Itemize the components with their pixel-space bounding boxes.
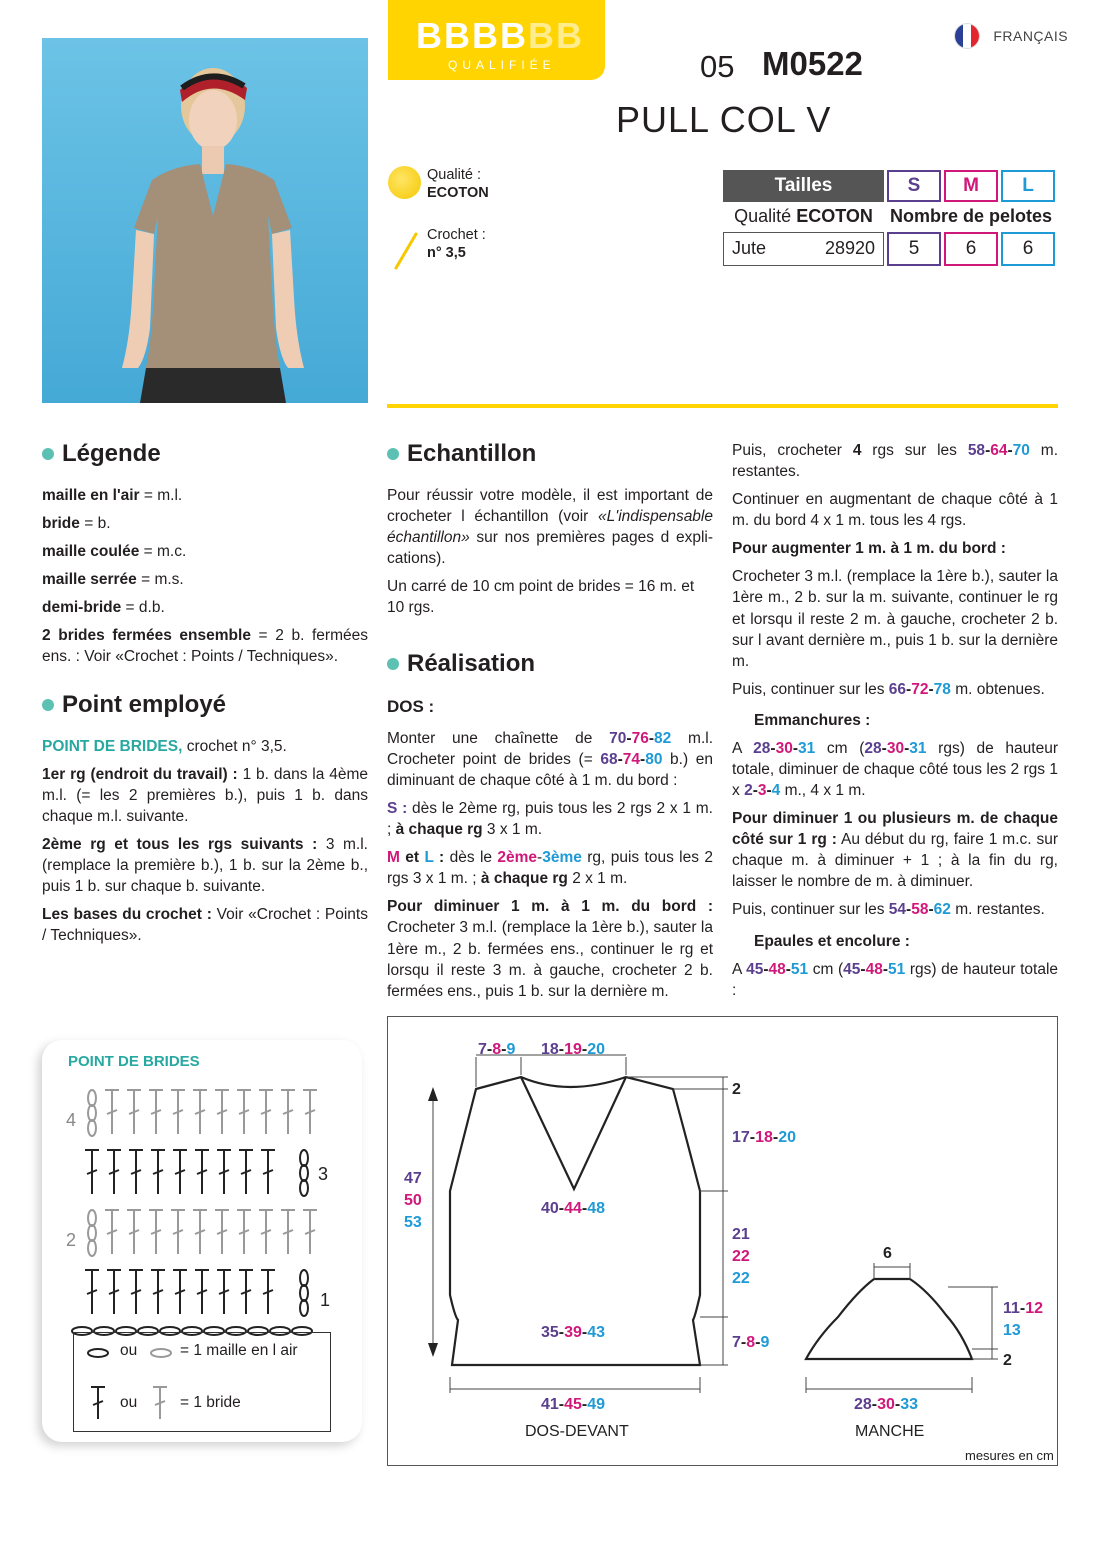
yarn-ball-icon <box>388 166 421 199</box>
row-label-3: 3 <box>318 1164 329 1184</box>
decrease-text: Pour diminuer 1 m. à 1 m. du bord : Crocheter 3 m.l. (remplace la 1ère b.), sauter la 1ère m., 2 b. fermées ens., continuer le rg et lorsqu il reste 3 m. à gauche, crocheter 2 b. fermées ens., puis 1 b. sur la dernière m. <box>387 898 713 1000</box>
epaules-text: A 45-48-51 cm (45-48-51 rgs) de hauteur totale : <box>732 960 1059 999</box>
treble-stitch-icon <box>88 1385 108 1421</box>
size-s-text: S : dès le 2ème rg, puis tous les 2 rgs 2 x 1 m. ; à chaque rg 3 x 1 m. <box>387 800 713 839</box>
echantillon-gauge: Un carré de 10 cm point de brides = 16 m. et 10 rgs. <box>387 577 695 617</box>
svg-text:7-8-9: 7-8-9 <box>478 1041 516 1058</box>
svg-text:6: 6 <box>883 1245 892 1262</box>
legend-item: maille coulée = m.c. <box>42 542 187 560</box>
point-name: POINT DE BRIDES, crochet n° 3,5. <box>42 737 287 755</box>
language-label: FRANÇAIS <box>993 27 1069 44</box>
svg-text:28-30-33: 28-30-33 <box>854 1396 919 1413</box>
legend-item: 2 brides fermées ensemble = 2 b. fermées ens. : Voir «Crochet : Points / Techniques». <box>42 627 368 666</box>
size-l: L <box>1001 170 1055 202</box>
svg-text:7-8-9: 7-8-9 <box>732 1334 770 1351</box>
increase-detail: Crocheter 3 m.l. (remplace la 1ère b.), sauter la 1ère m., 2 b. sur la m. suivante, continuer le rg et lorsqu il reste 2 m. à gauche, crocheter 2 b. sur l avant dernière m., puis 1 b. sur la dernière m. <box>732 568 1058 670</box>
balls-label: Nombre de pelotes <box>889 206 1053 227</box>
schematic-svg <box>388 1017 1059 1467</box>
chain-symbol <box>300 1180 308 1196</box>
legend-item: demi-bride = d.b. <box>42 598 165 616</box>
row-2: 2ème rg et tous les rgs suivants : 3 m.l. (remplace la première b.), 1 b. sur la 2ème b., puis 1 b. sur chaque b. suivante. <box>42 836 368 896</box>
legend-chain-text: = 1 maille en l air <box>180 1342 298 1359</box>
dos-heading: DOS : <box>387 696 435 716</box>
stitch-chart <box>42 1040 362 1442</box>
svg-text:17-18-20: 17-18-20 <box>732 1129 797 1146</box>
column-left <box>42 438 368 954</box>
stitch-grid <box>42 1080 362 1340</box>
svg-text:11-12: 11-12 <box>1003 1300 1044 1317</box>
sizes-header: Tailles <box>723 170 884 202</box>
svg-text:2: 2 <box>1003 1352 1012 1369</box>
treble-stitch-grey-icon <box>150 1385 170 1421</box>
increase-title: Pour augmenter 1 m. à 1 m. du bord : <box>732 540 1006 558</box>
chain-symbol <box>88 1240 96 1256</box>
row-1: 1er rg (endroit du travail) : 1 b. dans la 4ème m.l. (= les 2 premières b.), puis 1 b. dans chaque m.l. suivante. <box>42 765 369 826</box>
legend-or-2: ou <box>120 1394 138 1411</box>
model-photo <box>42 38 368 403</box>
row-label-2: 2 <box>66 1230 77 1250</box>
legend-or: ou <box>120 1342 138 1359</box>
emmanchures-title: Emmanchures : <box>754 711 871 729</box>
page-title: PULL COL V <box>616 99 832 140</box>
neckline <box>521 1077 626 1189</box>
rows-text: Puis, crocheter 4 rgs sur les 58-64-70 m. restantes. <box>732 442 1058 481</box>
svg-text:41-45-49: 41-45-49 <box>541 1396 606 1413</box>
size-m: M <box>944 170 998 202</box>
legend-item: maille en l'air = m.l. <box>42 486 183 504</box>
column-right <box>732 440 1058 1008</box>
emmanchures-text: A 28-30-31 cm (28-30-31 rgs) de hauteur totale, diminuer de chaque côté tous les 2 rgs 1 x 2-3-4 m., 4 x 1 m. <box>732 739 1058 800</box>
legend-treble-text: = 1 bride <box>180 1394 241 1411</box>
point-heading: Point employé <box>42 689 368 722</box>
epaules-title: Epaules et encolure : <box>754 932 910 950</box>
size-s: S <box>887 170 941 202</box>
chart-legend <box>73 1332 331 1432</box>
decrease-multi-text: Pour diminuer 1 ou plusieurs m. de chaque côté sur 1 rg : Au début du rg, faire 1 m.c. sur chaque m. à diminuer + 1 ; à la fin du rg, laisser le nombre de m. à diminuer. <box>732 810 1058 891</box>
chain-symbol <box>300 1150 308 1166</box>
chain-symbol <box>300 1285 308 1301</box>
schematic-diagram <box>387 1016 1058 1466</box>
language-selector[interactable] <box>955 24 1068 48</box>
chain-symbol <box>88 1120 96 1136</box>
unit-note: mesures en cm <box>965 1448 1054 1463</box>
svg-text:35-39-43: 35-39-43 <box>541 1324 606 1341</box>
crochet-hook-icon <box>392 230 422 270</box>
sleeve-outline <box>806 1279 972 1359</box>
chain-stitch-grey-icon <box>148 1343 178 1363</box>
realisation-heading: Réalisation <box>387 648 713 681</box>
model-reference: M0522 <box>762 45 863 82</box>
svg-text:18-19-20: 18-19-20 <box>541 1041 606 1058</box>
label-back-front: DOS-DEVANT <box>525 1423 629 1440</box>
label-top-2: 2 <box>732 1081 741 1098</box>
increase-text: Continuer en augmentant de chaque côté à 1 m. du bord 4 x 1 m. tous les 4 rgs. <box>732 491 1058 530</box>
size-ml-text: M et L : dès le 2ème-3ème rg, puis tous les 2 rgs 3 x 1 m. ; à chaque rg 2 x 1 m. <box>387 849 713 888</box>
balls-m: 6 <box>944 232 998 266</box>
svg-text:13: 13 <box>1003 1322 1021 1339</box>
legend-item: bride = b. <box>42 514 111 532</box>
svg-text:53: 53 <box>404 1214 422 1231</box>
chain-symbol <box>88 1210 96 1226</box>
label-sleeve: MANCHE <box>855 1423 925 1440</box>
remaining-text: Puis, continuer sur les 54-58-62 m. restantes. <box>732 901 1045 919</box>
svg-text:50: 50 <box>404 1192 422 1209</box>
svg-text:47: 47 <box>404 1170 422 1187</box>
echantillon-heading: Echantillon <box>387 438 713 471</box>
row-label-1: 1 <box>320 1290 331 1310</box>
chain-symbol <box>300 1300 308 1316</box>
legend-item: maille serrée = m.s. <box>42 570 184 588</box>
svg-text:40-44-48: 40-44-48 <box>541 1200 606 1217</box>
quality-info: Qualité : ECOTON <box>427 167 489 202</box>
french-flag-icon <box>955 24 979 48</box>
svg-text:22: 22 <box>732 1270 750 1287</box>
sizes-table <box>720 170 1058 266</box>
chain-symbol <box>300 1165 308 1181</box>
body-outline <box>450 1077 700 1365</box>
chart-title: POINT DE BRIDES <box>68 1053 200 1070</box>
column-middle <box>387 438 713 1009</box>
svg-text:21: 21 <box>732 1226 750 1243</box>
chain-symbol <box>88 1105 96 1121</box>
legende-heading: Légende <box>42 438 368 471</box>
qualification-badge: BBBBBB QUALIFIÉE <box>388 0 605 80</box>
hook-info: Crochet : n° 3,5 <box>427 227 486 262</box>
bases: Les bases du crochet : Voir «Crochet : Points / Techniques». <box>42 906 368 945</box>
chain-symbol <box>88 1225 96 1241</box>
row-label-4: 4 <box>66 1110 77 1130</box>
dos-text: Monter une chaînette de 70-76-82 m.l. Crocheter point de brides (= 68-74-80 b.) en diminuant de chaque côté à 1 m. du bord : <box>387 729 713 789</box>
chain-symbol <box>300 1270 308 1286</box>
model-number: 05 <box>700 49 735 84</box>
quality-cell: Qualité ECOTON <box>734 206 873 227</box>
balls-l: 6 <box>1001 232 1055 266</box>
balls-s: 5 <box>887 232 941 266</box>
echantillon-text: Pour réussir votre modèle, il est important de crocheter l échantillon (voir «L'indispensable échantillon» sur nos premières pages d expli-cations). <box>387 486 713 567</box>
chain-symbol <box>88 1090 96 1106</box>
continue-text: Puis, continuer sur les 66-72-78 m. obtenues. <box>732 680 1045 698</box>
color-cell: Jute 28920 <box>723 232 884 266</box>
svg-text:22: 22 <box>732 1248 750 1265</box>
divider <box>387 404 1058 408</box>
